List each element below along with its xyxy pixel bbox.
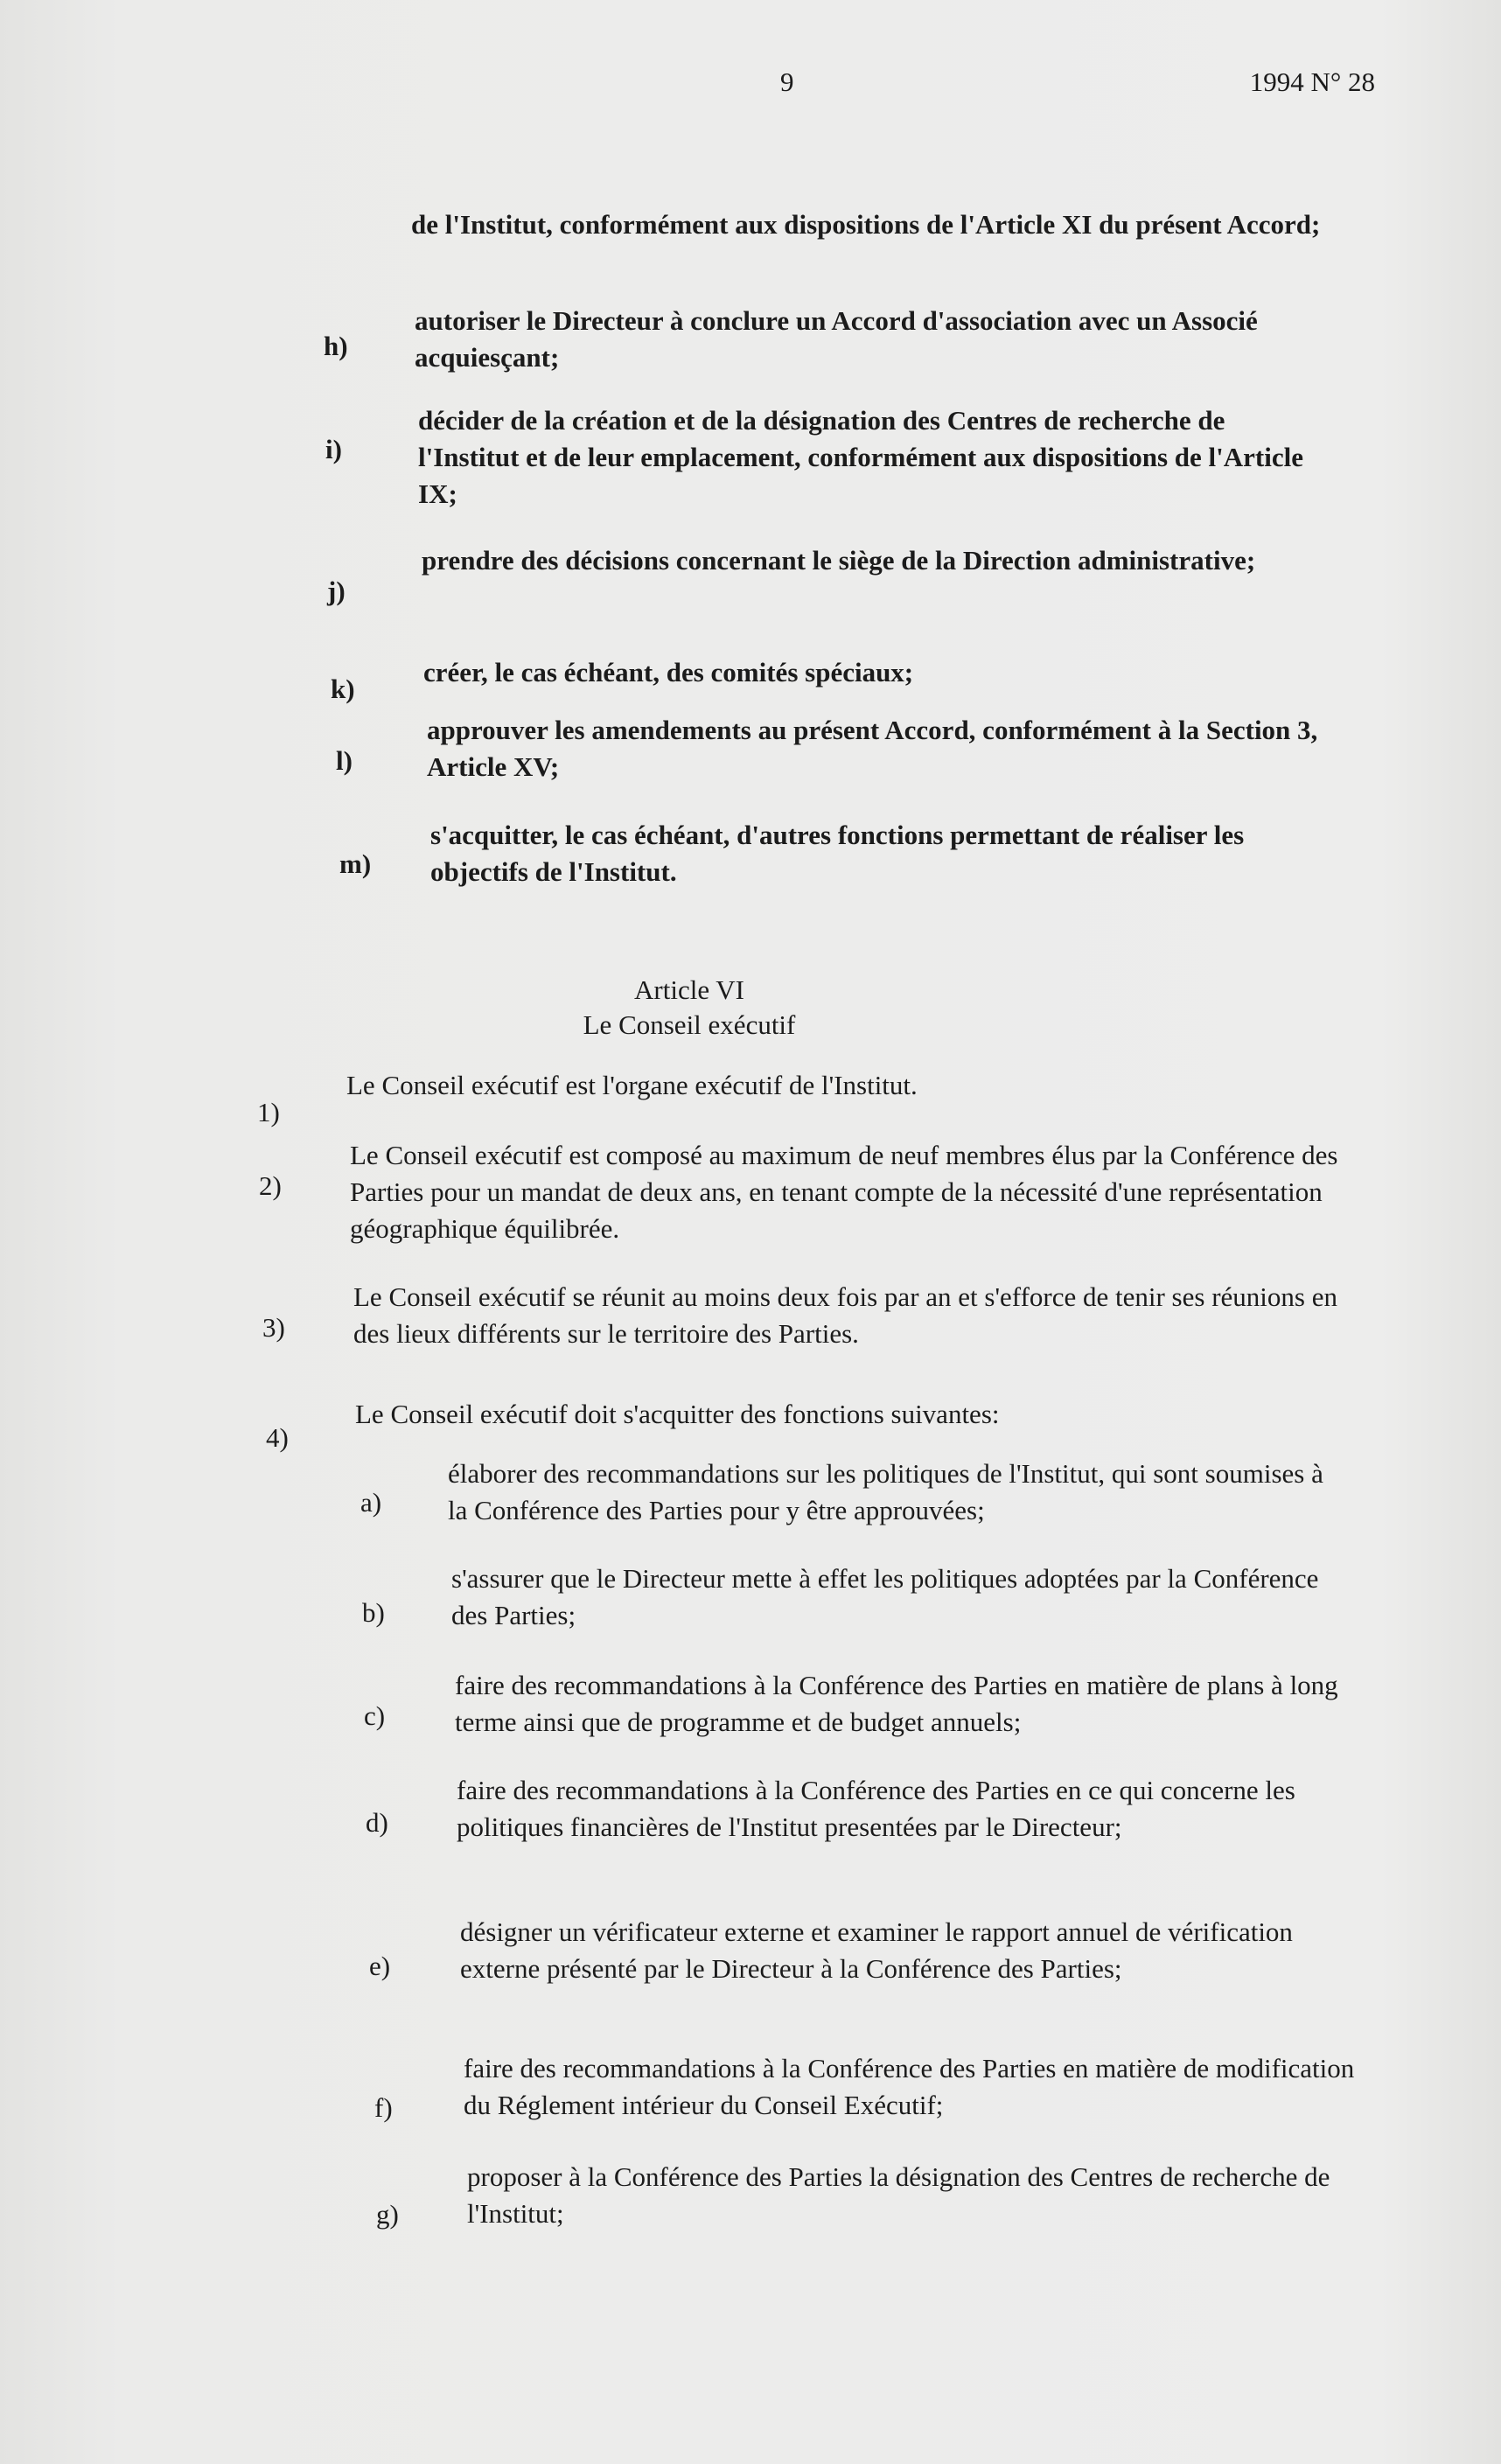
item-text-h: autoriser le Directeur à conclure un Accord d'association avec un Associé acquiesçant; [415,305,1258,373]
document-reference: 1994 N° 28 [1249,66,1375,97]
paragraph-label-1: 1) [257,1097,280,1127]
item-label-i: i) [325,434,342,464]
item-text-m: s'acquitter, le cas échéant, d'autres fonctions permettant de réaliser les objectifs de l'Institut. [430,820,1245,887]
function-label-c: c) [364,1700,386,1731]
function-text-b: s'assurer que le Directeur mette à effet les politiques adoptées par la Conférence des Parties; [451,1563,1319,1630]
item-label-h: h) [324,331,348,361]
paragraph-label-2: 2) [259,1170,282,1201]
function-text-a: élaborer des recommandations sur les politiques de l'Institut, qui sont soumises à la Conférence des Parties pour y être approuvées; [448,1458,1323,1525]
function-label-g: g) [376,2199,399,2230]
item-label-k: k) [331,674,355,704]
item-text-k: créer, le cas échéant, des comités spéciaux; [423,657,914,688]
paragraph-label-3: 3) [262,1312,285,1343]
paragraph-text-4: Le Conseil exécutif doit s'acquitter des fonctions suivantes: [355,1399,1000,1429]
item-text-l: approuver les amendements au présent Accord, conformément à la Section 3, Article XV; [427,715,1318,782]
function-label-a: a) [360,1487,382,1518]
function-text-d: faire des recommandations à la Conférence des Parties en ce qui concerne les politiques financières de l'Institut presentées par le Directeur; [457,1775,1295,1842]
function-label-b: b) [362,1597,385,1628]
article-subtitle: Le Conseil exécutif [583,1009,796,1040]
article-heading [0,973,1501,1043]
item-label-j: j) [327,576,346,606]
function-text-e: désigner un vérificateur externe et examiner le rapport annuel de vérification externe présenté par le Directeur à la Conférence des Parties; [460,1916,1293,1984]
function-label-f: f) [374,2092,393,2123]
item-text-j: prendre des décisions concernant le siège de la Direction administrative; [422,545,1256,576]
function-label-d: d) [366,1807,388,1838]
item-label-l: l) [336,745,353,776]
item-text-i: décider de la création et de la désignation des Centres de recherche de l'Institut et de leur emplacement, conformément aux dispositions de l'Article IX; [418,405,1303,509]
function-text-g: proposer à la Conférence des Parties la désignation des Centres de recherche de l'Institut; [467,2161,1330,2229]
continuation-text: de l'Institut, conformément aux dispositions de l'Article XI du présent Accord; [411,209,1321,240]
function-label-e: e) [369,1951,391,1981]
item-label-m: m) [339,848,372,879]
paragraph-text-1: Le Conseil exécutif est l'organe exécutif de l'Institut. [346,1070,918,1100]
page-number: 9 [780,66,794,97]
article-title: Article VI [634,974,744,1005]
function-text-c: faire des recommandations à la Conférence des Parties en matière de plans à long terme ainsi que de programme et de budget annuels; [455,1670,1338,1737]
paragraph-text-2: Le Conseil exécutif est composé au maximum de neuf membres élus par la Conférence des Parties pour un mandat de deux ans, en tenant compte de la nécessité d'une représentation géographique équilibrée. [350,1140,1338,1244]
function-text-f: faire des recommandations à la Conférence des Parties en matière de modification du Réglement intérieur du Conseil Exécutif; [464,2053,1355,2120]
paragraph-label-4: 4) [266,1422,289,1453]
paragraph-text-3: Le Conseil exécutif se réunit au moins deux fois par an et s'efforce de tenir ses réunions en des lieux différents sur le territoire des Parties. [353,1281,1337,1349]
